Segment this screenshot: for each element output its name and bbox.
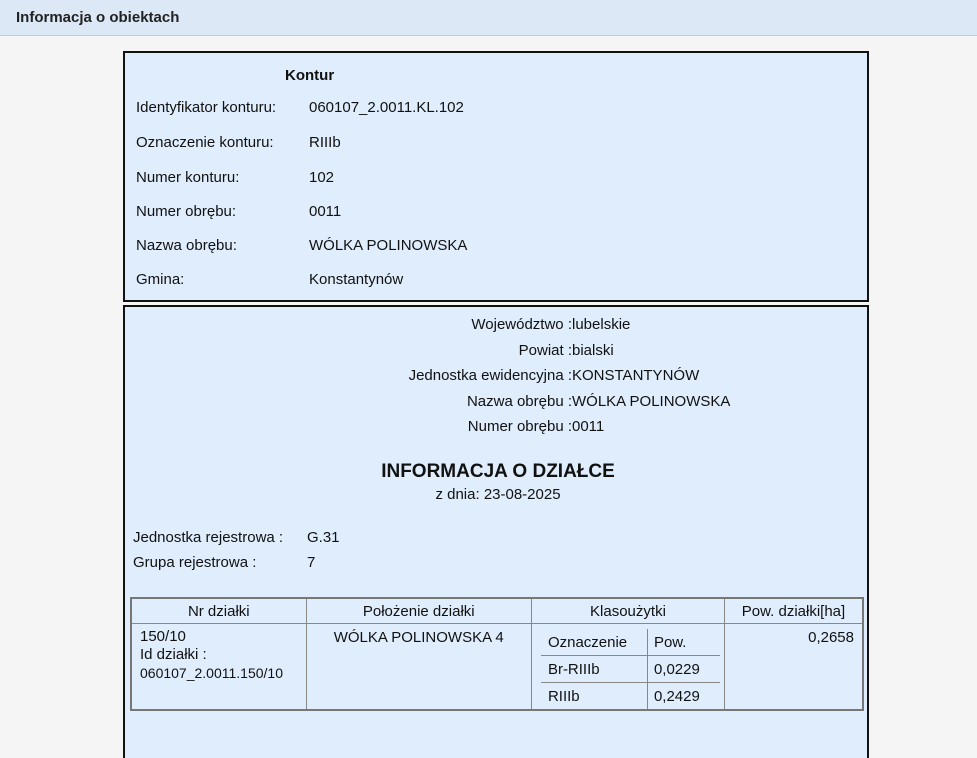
nr-dzialki-value: 150/10 bbox=[140, 628, 186, 645]
klas-header-oznaczenie: Oznaczenie bbox=[541, 629, 648, 656]
location-value: 0011 bbox=[572, 418, 605, 435]
polozenie-value: WÓLKA POLINOWSKA 4 bbox=[333, 629, 504, 646]
klasouzytki-table bbox=[541, 629, 720, 709]
register-value: G.31 bbox=[307, 529, 340, 546]
klas-pow: 0,0229 bbox=[647, 656, 720, 683]
klas-oznaczenie: Br-RIIIb bbox=[541, 656, 648, 683]
location-label: Nazwa obrębu : bbox=[466, 393, 572, 410]
location-value: bialski bbox=[572, 342, 614, 359]
header-nr-dzialki: Nr działki bbox=[131, 598, 306, 624]
location-value: KONSTANTYNÓW bbox=[572, 367, 700, 384]
register-label: Grupa rejestrowa : bbox=[133, 554, 257, 571]
location-row-numer-obrebu bbox=[125, 418, 871, 438]
kontur-value: RIIIb bbox=[309, 134, 341, 151]
location-label: Jednostka ewidencyjna : bbox=[408, 367, 572, 384]
location-label: Powiat : bbox=[518, 342, 572, 359]
dzialka-panel bbox=[123, 305, 869, 758]
location-value: lubelskie bbox=[572, 316, 631, 333]
table-row bbox=[131, 624, 863, 711]
klas-header-pow: Pow. bbox=[647, 629, 720, 656]
window-title: Informacja o obiektach bbox=[16, 9, 180, 26]
kontur-label: Oznaczenie konturu: bbox=[136, 134, 274, 151]
window-titlebar bbox=[0, 0, 977, 36]
cell-klasouzytki bbox=[531, 624, 724, 711]
register-value: 7 bbox=[307, 554, 316, 571]
location-row-wojewodztwo bbox=[125, 316, 871, 336]
id-dzialki-value: 060107_2.0011.150/10 bbox=[140, 665, 283, 681]
kontur-label: Numer konturu: bbox=[136, 169, 240, 186]
list-item bbox=[541, 683, 720, 710]
id-dzialki-label: Id działki : bbox=[140, 646, 207, 663]
location-row-nazwa-obrebu bbox=[125, 393, 871, 413]
header-klasouzytki: Klasoużytki bbox=[531, 598, 724, 624]
kontur-label: Nazwa obrębu: bbox=[136, 237, 237, 254]
location-row-jednostka bbox=[125, 367, 871, 387]
kontur-value: Konstantynów bbox=[309, 271, 404, 288]
klas-pow: 0,2429 bbox=[653, 687, 700, 705]
kontur-label: Gmina: bbox=[136, 271, 185, 288]
cell-polozenie bbox=[306, 624, 531, 711]
info-date bbox=[125, 486, 871, 503]
pow-dzialki-value: 0,2658 bbox=[808, 629, 854, 646]
kontur-panel bbox=[123, 51, 869, 302]
list-item bbox=[541, 656, 720, 683]
kontur-value: 102 bbox=[309, 169, 335, 186]
kontur-value: WÓLKA POLINOWSKA bbox=[309, 237, 468, 254]
header-pow-dzialki: Pow. działki[ha] bbox=[725, 598, 864, 624]
info-date-text: z dnia: 23-08-2025 bbox=[435, 486, 561, 503]
klas-header-row bbox=[541, 629, 720, 656]
dzialka-table bbox=[130, 597, 864, 711]
kontur-value: 0011 bbox=[309, 203, 342, 220]
kontur-value: 060107_2.0011.KL.102 bbox=[309, 99, 464, 116]
info-title: INFORMACJA O DZIAŁCE bbox=[381, 461, 615, 482]
header-polozenie: Położenie działki bbox=[306, 598, 531, 624]
table-header-row bbox=[131, 598, 863, 624]
kontur-label: Identyfikator konturu: bbox=[136, 99, 277, 116]
cell-pow-dzialki bbox=[725, 624, 864, 711]
location-value: WÓLKA POLINOWSKA bbox=[572, 393, 731, 410]
location-label: Województwo : bbox=[471, 316, 572, 333]
location-row-powiat bbox=[125, 342, 871, 362]
klas-oznaczenie: RIIIb bbox=[541, 683, 648, 710]
kontur-label: Numer obrębu: bbox=[136, 203, 237, 220]
register-label: Jednostka rejestrowa : bbox=[133, 529, 284, 546]
kontur-heading: Kontur bbox=[285, 67, 335, 84]
cell-nr-dzialki bbox=[131, 624, 306, 711]
location-label: Numer obrębu : bbox=[467, 418, 572, 435]
